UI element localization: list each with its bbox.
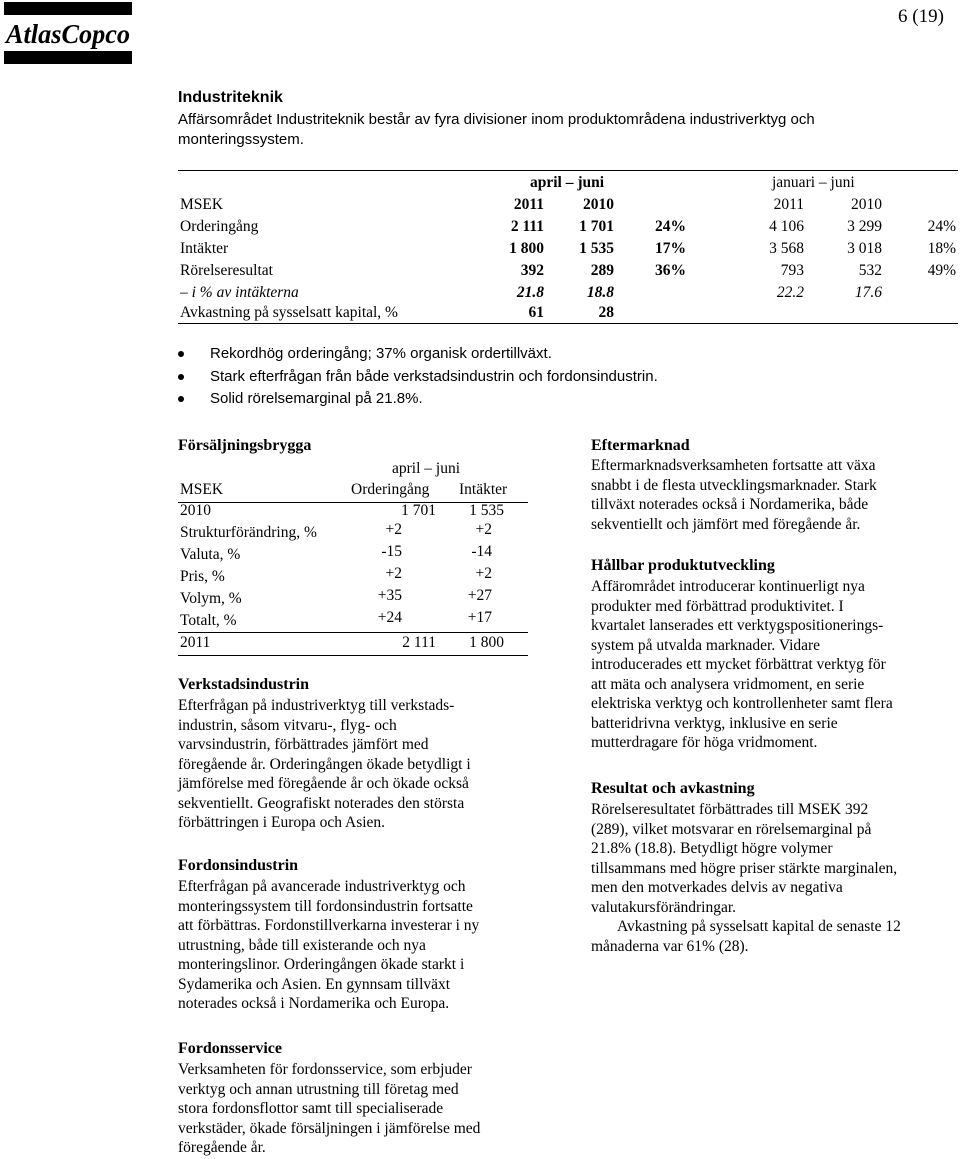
table-cell: 1 535	[579, 240, 614, 257]
product-dev-title: Hållbar produktutveckling	[591, 557, 775, 574]
period-quarter-label: april – juni	[530, 174, 605, 191]
table-row-label: Pris, %	[180, 568, 225, 585]
table-cell: 36%	[655, 262, 686, 279]
highlights-list	[178, 343, 658, 411]
table-cell: 793	[780, 262, 804, 279]
table-row-label: – i % av intäkterna	[180, 284, 299, 301]
table-cell: 4 106	[769, 218, 804, 235]
table-cell: +2	[475, 521, 492, 538]
product-dev-text: Affärområdet introducerar kontinuerligt nya produkter med förbättrad produktivitet. I kvartalet lanserades ett verktygspositionerings- system på utvalda marknader. Vidare introducerades ett mycket förbättrat verktyg för att mäta och analysera vridmoment, en serie elektriska verktyg och kontrollenheter samt flera batteridrivna verktyg, inklusive en serie mutterdragare för höga vridmoment.	[591, 578, 893, 751]
list-item: Rekordhög orderingång; 37% organisk ordertillväxt.	[178, 343, 658, 366]
table-row-label: 2011	[180, 634, 211, 651]
table-row-label: Orderingång	[180, 218, 259, 235]
bullet-icon	[178, 351, 184, 357]
bridge-period: april – juni	[392, 460, 461, 477]
table-cell: 1 800	[509, 240, 544, 257]
bridge-rule-bottom	[178, 655, 528, 656]
verkstad-title: Verkstadsindustrin	[178, 676, 310, 693]
fordon-title: Fordonsindustrin	[178, 857, 299, 874]
table-cell: 61	[528, 304, 544, 321]
col-header-ytd-2010: 2010	[851, 196, 882, 213]
table-cell: 24%	[655, 218, 686, 235]
page-number: 6 (19)	[898, 6, 944, 27]
table-cell: 2 111	[510, 218, 544, 235]
table-row-label: 2010	[180, 502, 211, 519]
bridge-header-revenue: Intäkter	[459, 481, 508, 498]
bridge-header-orders: Orderingång	[351, 481, 430, 498]
service-text: Verksamheten för fordonsservice, som erbjuder verktyg och annan utrustning till företag med stora fordonsflottor samt till specialiserade verkstäder, ökade försäljningen i jämförelse med föregående år.	[178, 1061, 481, 1156]
table-cell: +27	[467, 587, 492, 604]
bullet-icon	[178, 374, 184, 380]
table-cell: +2	[385, 565, 402, 582]
table-cell: +35	[377, 587, 402, 604]
service-title: Fordonsservice	[178, 1040, 282, 1057]
table-row-label: Avkastning på sysselsatt kapital, %	[180, 304, 398, 321]
table-row-label: Valuta, %	[180, 546, 241, 563]
table-cell: 28	[598, 304, 614, 321]
table-top-rule	[178, 170, 958, 171]
result-title: Resultat och avkastning	[591, 780, 755, 797]
table-row-label: Volym, %	[180, 590, 242, 607]
table-cell: 49%	[927, 262, 956, 279]
table-cell: 1 701	[579, 218, 614, 235]
table-cell: 1 701	[401, 502, 436, 519]
col-header-q-2011: 2011	[513, 196, 544, 213]
table-cell: 3 299	[847, 218, 882, 235]
aftermarket-title: Eftermarknad	[591, 437, 690, 454]
table-cell: -15	[381, 543, 402, 560]
table-cell: 532	[858, 262, 882, 279]
table-cell: 289	[590, 262, 614, 279]
table-row-label: Rörelseresultat	[180, 262, 273, 279]
table-bottom-rule	[178, 323, 958, 324]
bridge-title: Försäljningsbrygga	[178, 437, 312, 454]
list-item: Solid rörelsemarginal på 21.8%.	[178, 388, 658, 411]
table-cell: 2 111	[402, 634, 436, 651]
table-cell: 392	[520, 262, 544, 279]
col-header-msek: MSEK	[180, 196, 224, 213]
svg-text:AtlasCopco: AtlasCopco	[4, 19, 131, 49]
result-text: Rörelseresultatet förbättrades till MSEK 392 (289), vilket motsvarar en rörelsemarginal på 21.8% (18.8). Betydligt högre volymer tillsammans med högre priser stärkte marginalen, men den motverkades delvis av negativa valutakursförändringar. Avkastning på sysselsatt kapital de senaste 12 månaderna var 61% (28).	[591, 801, 901, 955]
section-intro: Affärsområdet Industriteknik består av fyra divisioner inom produktområdena industriverktyg och monteringssystem.	[178, 111, 815, 148]
period-ytd-label: januari – juni	[772, 174, 855, 191]
table-cell: 1 800	[469, 634, 504, 651]
list-item: Stark efterfrågan från både verkstadsindustrin och fordonsindustrin.	[178, 366, 658, 389]
table-cell: +2	[385, 521, 402, 538]
table-row-label: Totalt, %	[180, 612, 237, 629]
bridge-header-msek: MSEK	[180, 481, 224, 498]
table-cell: 24%	[927, 218, 956, 235]
table-cell: 3 568	[769, 240, 804, 257]
section-title: Industriteknik	[178, 89, 283, 106]
table-row-label: Strukturförändring, %	[180, 524, 317, 541]
table-cell: 18%	[927, 240, 956, 257]
table-cell: 3 018	[847, 240, 882, 257]
table-cell: 18.8	[586, 284, 614, 301]
table-cell: 21.8	[516, 284, 544, 301]
col-header-ytd-2011: 2011	[773, 196, 804, 213]
table-cell: 17%	[655, 240, 686, 257]
verkstad-text: Efterfrågan på industriverktyg till verkstads- industrin, såsom vitvaru-, flyg- och varvsindustrin, förbättrades jämfört med föregående år. Orderingången ökade betydligt i jämförelse med föregående år och ökade också sekventiellt. Geografiskt noterades den största förbättringen i Europa och Asien.	[178, 697, 471, 831]
col-header-q-2010: 2010	[583, 196, 614, 213]
table-cell: +24	[377, 609, 402, 626]
fordon-text: Efterfrågan på avancerade industriverktyg och monteringssystem till fordonsindustrin fortsatte att förbättras. Fordonstillverkarna investerar i ny utrustning, både till existerande och nya monteringslinor. Orderingången ökade starkt i Sydamerika och Asien. En gynnsam tillväxt noterades också i Nordamerika och Europa.	[178, 878, 480, 1012]
table-cell: 17.6	[854, 284, 882, 301]
table-cell: -14	[471, 543, 492, 560]
table-row-label: Intäkter	[180, 240, 229, 257]
atlas-copco-logo	[4, 2, 132, 64]
table-cell: 1 535	[469, 502, 504, 519]
table-cell: +17	[467, 609, 492, 626]
table-cell: 22.2	[776, 284, 804, 301]
bullet-icon	[178, 396, 184, 402]
aftermarket-text: Eftermarknadsverksamheten fortsatte att växa snabbt i de flesta utvecklingsmarknader. Stark tillväxt noterades också i Nordamerika, både sekventiellt och jämfört med föregående år.	[591, 457, 877, 533]
table-cell: +2	[475, 565, 492, 582]
